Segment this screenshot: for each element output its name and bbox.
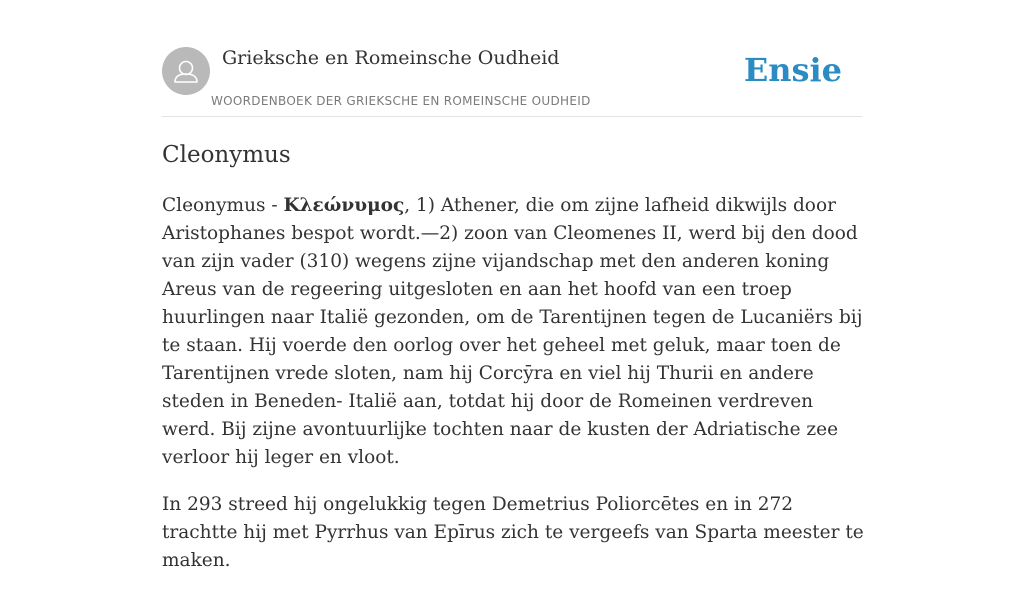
brand-logo[interactable]: Ensie <box>743 51 842 89</box>
entry-text: , 1) Athener, die om zijne lafheid dikwijls door Aristophanes bespot wordt.—2) zoon van Cleomenes II, werd bij den dood van zijn vader (310) wegens zijne vijandschap met den anderen koning Areus van de regeering uitgesloten en aan het hoofd van een troep huurlingen naar Italië gezonden, om de Tarentijnen tegen de Lucaniërs bij te staan. Hij voerde den oorlog over het geheel met geluk, maar toen de Tarentijnen vrede sloten, nam hij Corcȳra en viel hij Thurii en andere steden in Beneden- Italië aan, totdat hij door de Romeinen verdreven werd. Bij zijne avontuurlijke tochten naar de kusten der Adriatische zee verloor hij leger en vloot. <box>162 195 863 468</box>
entry-lemma: Cleonymus - <box>162 195 284 216</box>
entry-paragraph <box>162 192 866 472</box>
page-title: Cleonymus <box>162 142 291 168</box>
entry-body <box>162 192 866 594</box>
source-avatar[interactable] <box>162 47 210 95</box>
greek-term: Κλεώνυμος <box>283 195 405 216</box>
user-icon <box>162 47 210 95</box>
source-subtitle: WOORDENBOEK DER GRIEKSCHE EN ROMEINSCHE OUDHEID <box>211 94 591 108</box>
site-header <box>162 0 862 117</box>
entry-paragraph: In 293 streed hij ongelukkig tegen Demetrius Poliorcētes en in 272 trachtte hij met Pyrrhus van Epīrus zich te vergeefs van Sparta meester te maken. <box>162 494 864 571</box>
source-title-link[interactable]: Grieksche en Romeinsche Oudheid <box>222 47 560 69</box>
